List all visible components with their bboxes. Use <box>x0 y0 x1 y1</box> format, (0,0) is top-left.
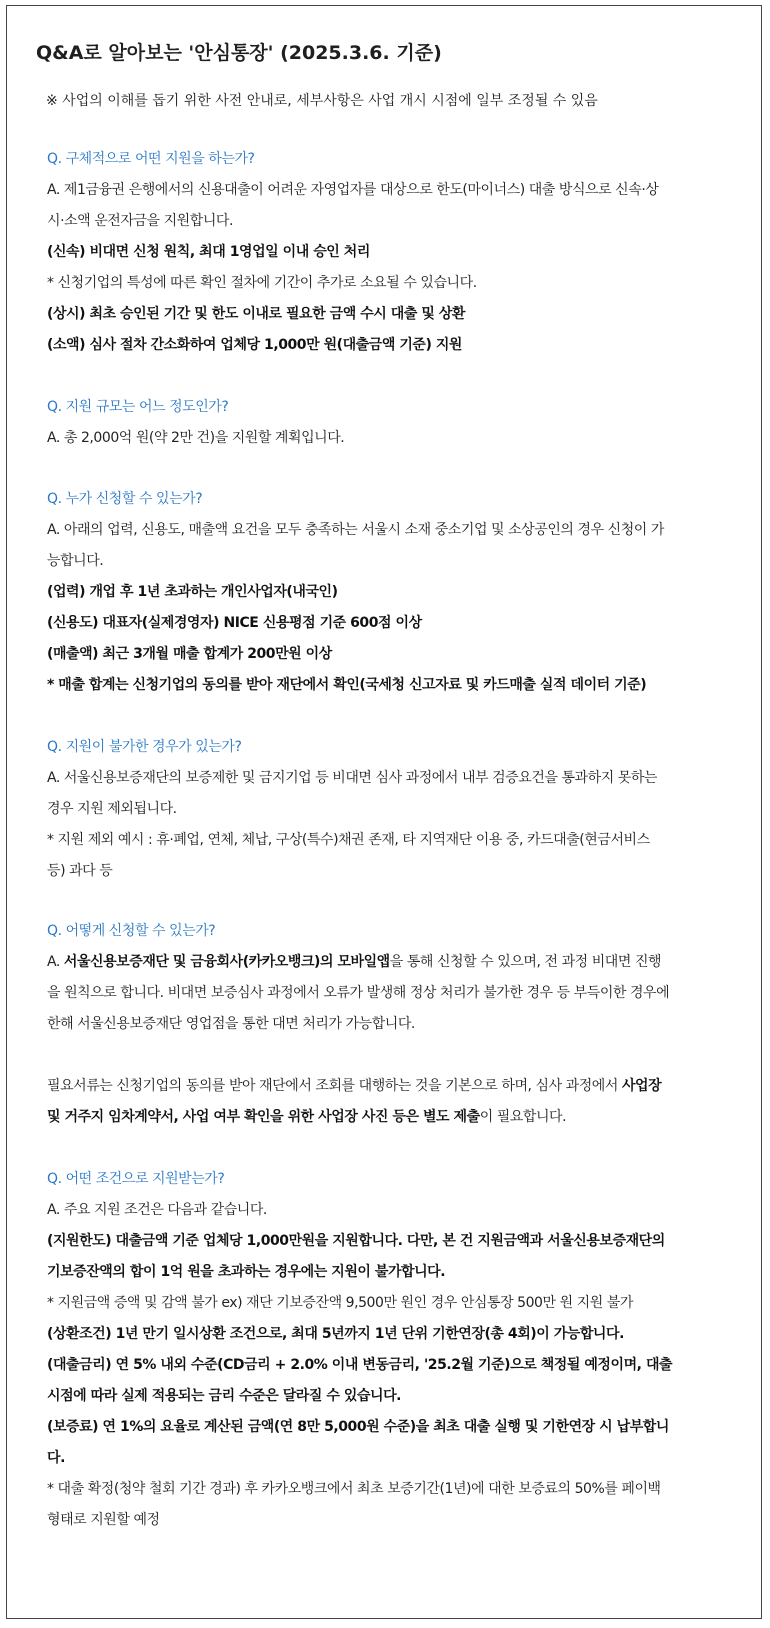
answer-6-bold-6: (보증료) 연 1%의 요율로 계산된 금액(연 8만 5,000원 수준)을 최초 대출 실행 및 기한연장 시 납부합니 <box>47 1419 669 1435</box>
answer-3-bold-4: * 매출 합계는 신청기업의 동의를 받아 재단에서 확인(국세청 신고자료 및 카드매출 실적 데이터 기준) <box>47 677 647 693</box>
question-4: Q. 지원이 불가한 경우가 있는가? <box>47 739 242 755</box>
answer-6-bold-4: (대출금리) 연 5% 내외 수준(CD금리 + 2.0% 이내 변동금리, '25.2월 기준)으로 책정될 예정이며, 대출 <box>47 1357 673 1373</box>
answer-1-bold-1: (신속) 비대면 신청 원칙, 최대 1영업일 이내 승인 처리 <box>47 244 370 260</box>
answer-3-line-1: A. 아래의 업력, 신용도, 매출액 요건을 모두 충족하는 서울시 소재 중소기업 및 소상공인의 경우 신청이 가 <box>47 522 664 538</box>
answer-5-prefix: A. <box>47 954 64 970</box>
answer-6-line-1: A. 주요 지원 조건은 다음과 같습니다. <box>47 1202 267 1218</box>
page-title: Q&A로 알아보는 '안심통장' (2025.3.6. 기준) <box>36 42 442 64</box>
answer-6-bold-7: 다. <box>47 1450 65 1466</box>
documents-rest: 이 필요합니다. <box>479 1109 567 1125</box>
documents-bold-1: 사업장 <box>621 1078 662 1094</box>
answer-5-line-2: 을 원칙으로 합니다. 비대면 보증심사 과정에서 오류가 발생해 정상 처리가 불가한 경우 등 부득이한 경우에 <box>47 985 670 1001</box>
documents-line-1 <box>47 1075 661 1095</box>
question-2: Q. 지원 규모는 어느 정도인가? <box>47 399 229 415</box>
question-1: Q. 구체적으로 어떤 지원을 하는가? <box>47 151 255 167</box>
question-3: Q. 누가 신청할 수 있는가? <box>47 491 203 507</box>
answer-5-bold: 서울신용보증재단 및 금융회사(카카오뱅크)의 모바일앱 <box>63 954 390 970</box>
answer-6-bold-3: (상환조건) 1년 만기 일시상환 조건으로, 최대 5년까지 1년 단위 기한연장(총 4회)이 가능합니다. <box>47 1326 624 1342</box>
answer-4-note-1: * 지원 제외 예시 : 휴·폐업, 연체, 체납, 구상(특수)채권 존재, 타 지역재단 이용 중, 카드대출(현금서비스 <box>47 832 650 848</box>
answer-4-line-2: 경우 지원 제외됩니다. <box>47 801 177 817</box>
documents-line-2 <box>47 1106 566 1126</box>
answer-3-bold-1: (업력) 개업 후 1년 초과하는 개인사업자(내국인) <box>47 584 338 600</box>
answer-1-bold-3: (소액) 심사 절차 간소화하여 업체당 1,000만 원(대출금액 기준) 지원 <box>47 337 462 353</box>
answer-4-line-1: A. 서울신용보증재단의 보증제한 및 금지기업 등 비대면 심사 과정에서 내부 검증요건을 통과하지 못하는 <box>47 770 657 786</box>
disclaimer-note: ※ 사업의 이해를 돕기 위한 사전 안내로, 세부사항은 사업 개시 시점에 일부 조정될 수 있음 <box>46 93 598 109</box>
answer-3-line-2: 능합니다. <box>47 553 104 569</box>
answer-5-line-3: 한해 서울신용보증재단 영업점을 통한 대면 처리가 가능합니다. <box>47 1016 415 1032</box>
answer-3-bold-3: (매출액) 최근 3개월 매출 합계가 200만원 이상 <box>47 646 332 662</box>
documents-bold-2: 및 거주지 임차계약서, 사업 여부 확인을 위한 사업장 사진 등은 별도 제출 <box>47 1109 480 1125</box>
answer-6-note-3: 형태로 지원할 예정 <box>47 1512 160 1528</box>
question-6: Q. 어떤 조건으로 지원받는가? <box>47 1171 225 1187</box>
answer-1-line-1: A. 제1금융권 은행에서의 신용대출이 어려운 자영업자를 대상으로 한도(마이너스) 대출 방식으로 신속·상 <box>47 182 659 198</box>
answer-5-line-1 <box>47 951 661 971</box>
question-5: Q. 어떻게 신청할 수 있는가? <box>47 923 216 939</box>
answer-3-bold-2: (신용도) 대표자(실제경영자) NICE 신용평점 기준 600점 이상 <box>47 615 422 631</box>
answer-1-line-2: 시·소액 운전자금을 지원합니다. <box>47 213 233 229</box>
answer-6-bold-1: (지원한도) 대출금액 기준 업체당 1,000만원을 지원합니다. 다만, 본 건 지원금액과 서울신용보증재단의 <box>47 1233 665 1249</box>
answer-2-line-1: A. 총 2,000억 원(약 2만 건)을 지원할 계획입니다. <box>47 430 345 446</box>
answer-5-rest: 을 통해 신청할 수 있으며, 전 과정 비대면 진행 <box>389 954 662 970</box>
answer-6-bold-2: 기보증잔액의 합이 1억 원을 초과하는 경우에는 지원이 불가합니다. <box>47 1264 446 1280</box>
answer-6-bold-5: 시점에 따라 실제 적용되는 금리 수준은 달라질 수 있습니다. <box>47 1388 402 1404</box>
answer-6-note-1: * 지원금액 증액 및 감액 불가 ex) 재단 기보증잔액 9,500만 원인 경우 안심통장 500만 원 지원 불가 <box>47 1295 633 1311</box>
answer-1-bold-2: (상시) 최초 승인된 기간 및 한도 이내로 필요한 금액 수시 대출 및 상환 <box>47 306 465 322</box>
answer-4-note-2: 등) 과다 등 <box>47 863 113 879</box>
answer-6-note-2: * 대출 확정(청약 철회 기간 경과) 후 카카오뱅크에서 최초 보증기간(1년)에 대한 보증료의 50%를 페이백 <box>47 1481 661 1497</box>
answer-1-note-1: * 신청기업의 특성에 따른 확인 절차에 기간이 추가로 소요될 수 있습니다. <box>47 275 477 291</box>
documents-text: 필요서류는 신청기업의 동의를 받아 재단에서 조회를 대행하는 것을 기본으로 하며, 심사 과정에서 <box>47 1078 622 1094</box>
